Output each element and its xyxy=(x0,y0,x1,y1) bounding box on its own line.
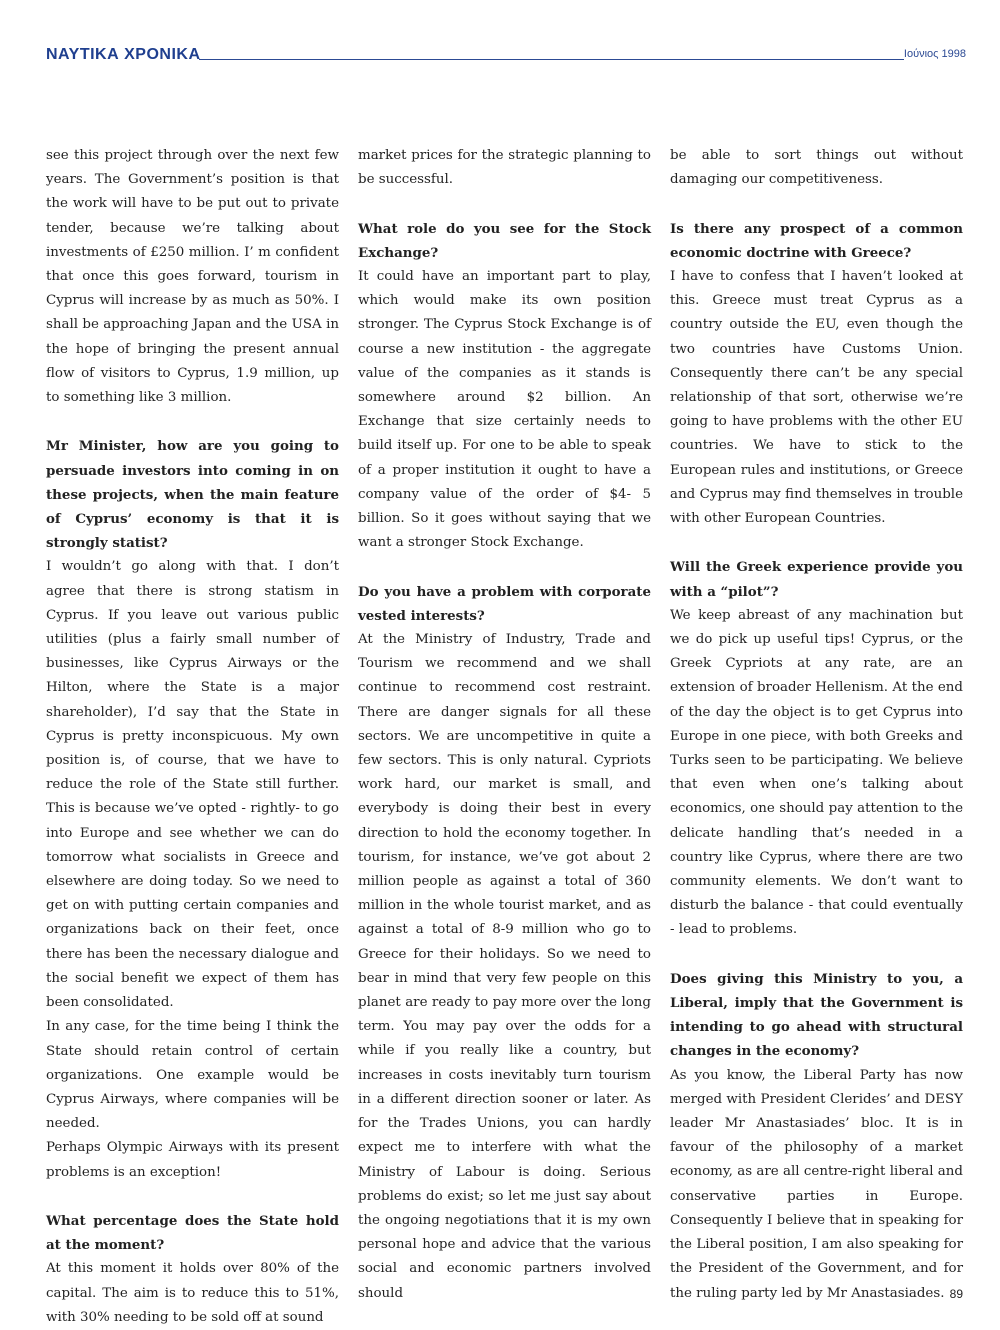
paragraph-gap xyxy=(670,531,963,555)
interview-question: Is there any prospect of a common economic doctrine with Greece? xyxy=(670,220,963,261)
paragraph-gap xyxy=(358,192,651,216)
issue-date: Ιούνιος 1998 xyxy=(903,48,966,60)
interview-question: Mr Minister, how are you going to persuade investors into coming in on these projects, when the main feature of Cyprus’ economy is that it is strongly statist? xyxy=(46,438,339,552)
interview-question: What percentage does the State hold at the moment? xyxy=(46,1212,339,1254)
text-column-1 xyxy=(46,144,339,1330)
text-column-2 xyxy=(358,144,651,1306)
magazine-name: ΝΑΥΤΙΚΑ ΧΡΟΝΙΚΑ xyxy=(46,46,201,63)
interview-answer: see this project through over the next few years. The Government’s position is that the work will have to be put out to private tender, because we’re talking about investments of £250 million. I’ m confident that once this goes forward, tourism in Cyprus will increase by as much as 50%. I shall be approaching Japan and the USA in the hope of bringing the present annual flow of visitors to Cyprus, 1.9 million, up to something like 3 million. xyxy=(46,148,339,406)
header-rule xyxy=(199,59,904,60)
paragraph-gap xyxy=(46,410,339,434)
interview-answer: be able to sort things out without damaging our competitiveness. xyxy=(670,148,963,188)
interview-answer: As you know, the Liberal Party has now merged with President Clerides’ and DESY leader Mr Anastasiades’ bloc. It is in favour of the philosophy of a market economy, as are all centre-right liberal and conservative parties in Europe. Consequently I believe that in speaking for the Liberal position, I am also speaking for the President of the Government, and for the ruling party led by Mr Anastasiades. xyxy=(670,1067,963,1301)
paragraph-gap xyxy=(46,1185,339,1209)
paragraph-gap xyxy=(670,192,963,216)
interview-answer: We keep abreast of any machination but we do pick up useful tips! Cyprus, or the Greek Cypriots at any rate, are an extension of broader Hellenism. At the end of the day the object is to get Cyprus into Europe in one piece, with both Greeks and Turks seen to be participating. We believe that even when one’s talking about economics, one should pay attention to the delicate handling that’s needed in a country like Cyprus, where there are two community elements. We don’t want to disturb the balance - that could eventually - lead to problems. xyxy=(670,607,963,938)
paragraph-gap xyxy=(670,943,963,967)
page-header xyxy=(46,44,966,68)
interview-question: Does giving this Ministry to you, a Liberal, imply that the Government is intending to go ahead with structural changes in the economy? xyxy=(670,970,963,1060)
interview-answer: It could have an important part to play, which would make its own position stronger. The Cyprus Stock Exchange is of course a new institution - the aggregate value of the companies as it stands is somewhere around $2 billion. An Exchange that size certainly needs to build itself up. For one to be able to speak of a proper institution it ought to have a company value of the order of $4- 5 billion. So it goes without saying that we want a stronger Stock Exchange. xyxy=(358,269,651,551)
text-column-3 xyxy=(670,144,963,1306)
interview-answer: At the Ministry of Industry, Trade and Tourism we recommend and we shall continue to recommend cost restraint. There are danger signals for all these sectors. We are uncompetitive in quite a few sectors. This is only natural. Cypriots work hard, our market is small, and everybody is doing their best in every direction to hold the economy together. In tourism, for instance, we’ve got about 2 million people as against a total of 360 million in the whole tourist market, and as against a total of 8-9 million who go to Greece for their holidays. So we need to bear in mind that very few people on this planet are ready to pay more over the long term. You may pay over the odds for a while if you really like a country, but increases in costs inevitably turn tourism in a different direction sooner or later. As for the Trades Unions, you can hardly expect me to interfere with what the Ministry of Labour is doing. Serious problems do exist; so let me just say about the ongoing negotiations that it is my own personal hope and advice that the various social and economic partners involved should xyxy=(358,632,651,1301)
interview-question: What role do you see for the Stock Exchange? xyxy=(358,220,651,261)
interview-answer: In any case, for the time being I think the State should retain control of certain organizations. One example would be Cyprus Airways, where companies will be needed. xyxy=(46,1019,339,1132)
interview-answer: I have to confess that I haven’t looked at this. Greece must treat Cyprus as a country outside the EU, even though the two countries have Customs Union. Consequently there can’t be any special relationship of that sort, otherwise we’re going to have problems with the other EU countries. We have to stick to the European rules and institutions, or Greece and Cyprus may find themselves in trouble with other European Countries. xyxy=(670,269,963,527)
page-number: 89 xyxy=(949,1287,963,1301)
interview-answer: market prices for the strategic planning to be successful. xyxy=(358,148,651,188)
interview-answer: At this moment it holds over 80% of the capital. The aim is to reduce this to 51%, with 30% needing to be sold off at sound xyxy=(46,1261,339,1325)
paragraph-gap xyxy=(358,555,651,579)
interview-answer: Perhaps Olympic Airways with its present problems is an exception! xyxy=(46,1140,339,1180)
interview-question: Will the Greek experience provide you with a “pilot”? xyxy=(670,559,963,600)
interview-question: Do you have a problem with corporate vested interests? xyxy=(358,583,651,624)
interview-answer: I wouldn’t go along with that. I don’t agree that there is strong statism in Cyprus. If you leave out various public utilities (plus a fairly small number of businesses, like Cyprus Airways or the Hilton, where the State is a major shareholder), I’d say that the State in Cyprus is pretty inconspicuous. My own position is, of course, that we have to reduce the role of the State still further. This is because we’ve opted - rightly- to go into Europe and see whether we can do tomorrow what socialists in Greece and elsewhere are doing today. So we need to get on with putting certain companies and organizations back on their feet, once there has been the necessary dialogue and the social benefit we expect of them has been consolidated. xyxy=(46,559,339,1011)
